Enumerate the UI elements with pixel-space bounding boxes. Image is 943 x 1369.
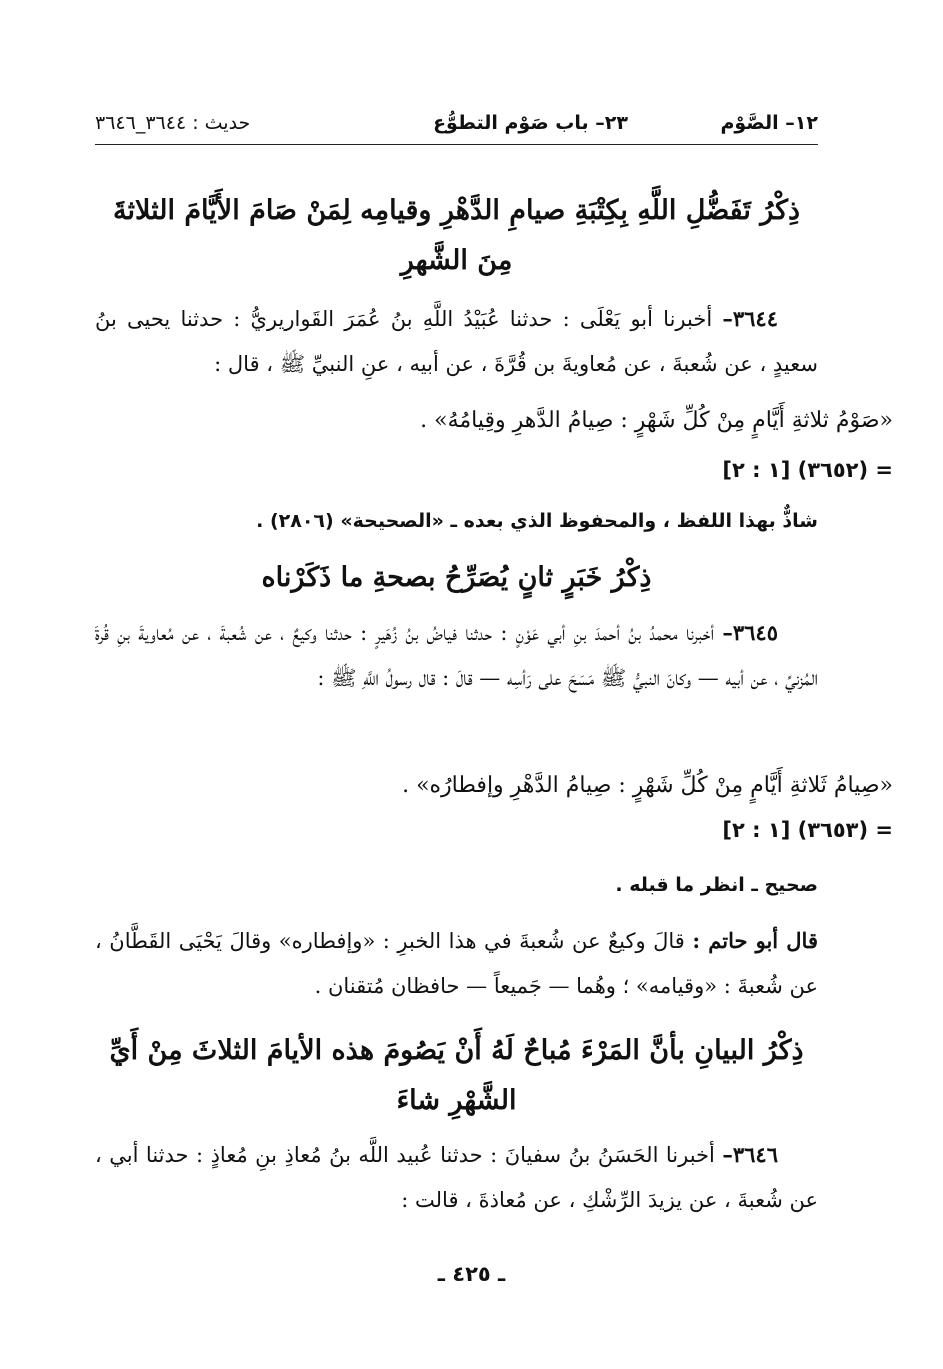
- section-heading-3: ذِكْرُ البيانِ بأنَّ المَرْءَ مُباحٌ لَهُ أَنْ يَصُومَ هذه الأيامَ الثلاثَ مِنْ أَيِّ الشَّهْرِ شاءَ: [109, 1035, 804, 1116]
- section-heading-1: ذِكْرُ تَفَضُّلِ اللَّهِ بِكِتْبَةِ صيامِ الدَّهْرِ وقيامِه لِمَنْ صَامَ الأَيَّامَ الثلاثةَ مِنَ الشَّهرِ: [112, 195, 801, 276]
- note-text: قالَ وكيعٌ عن شُعبةَ في هذا الخبرِ : «وإفطاره» وقالَ يَحْيَى القَطَّانُ ، عن شُعبةَ : «وقيامه» ؛ وهُما — جَميعاً — حافظان مُتقنان .: [95, 929, 818, 998]
- hadith-number: ٣٦٤٥–: [722, 620, 778, 645]
- hadith-3644-grade: شاذٌّ بهذا اللفظ ، والمحفوظ الذي بعده ـ «الصحيحة» (٢٨٠٦) .: [256, 510, 818, 532]
- isnad-text: أخبرنا الحَسَنُ بنُ سفيانَ : حدثنا عُبيد اللَّه بنُ مُعاذِ بنِ مُعاذٍ : حدثنا أبي ، عن شُعبةَ ، عن يزيدَ الرِّشْكِ ، عن مُعاذةَ ، قالت :: [95, 1143, 818, 1212]
- isnad-text: أخبرنا أبو يَعْلَى : حدثنا عُبَيْدُ اللَّهِ بنُ عُمَرَ القَواريريُّ : حدثنا يحيى بنُ سعيدٍ ، عن شُعبةَ ، عن مُعاويةَ بن قُرَّةَ ، عن أبيه ، عنِ النبيِّ ﷺ ، قال :: [95, 307, 818, 376]
- header-chapter: ١٢– الصَّوْم: [720, 112, 818, 134]
- hadith-3646-isnad: [95, 1132, 818, 1223]
- hadith-3645-ref: = (٣٦٥٣) [١ : ٢]: [722, 818, 893, 842]
- hadith-3644-isnad: [95, 296, 818, 387]
- page-number: ـ ٤٢٥ ـ: [437, 1262, 506, 1286]
- header-bab: ٢٣– باب صَوْم التطوُّع: [433, 112, 628, 134]
- isnad-text: أخبرنا محمدُ بنُ أحمدَ بنِ أبي عَوْنٍ : حدثنا فياضُ بنُ زُهَيرٍ : حدثنا وكيعٌ ، عن شُعبةَ ، عن مُعاويةَ بنِ قُرةَ المُزنيِّ ، عن أبيه — وكانَ النبيُّ ﷺ مَسَحَ على رَأسِه — قالَ : قال رسولُ اللَّهِ ﷺ :: [95, 621, 818, 690]
- running-header: [95, 110, 818, 145]
- hadith-3644-ref: = (٣٦٥٢) [١ : ٢]: [722, 458, 893, 482]
- hadith-3645-matn: «صِيامُ ثَلاثةِ أَيَّامٍ مِنْ كُلِّ شَهْرٍ : صِيامُ الدَّهْرِ وإفطارُه» .: [402, 773, 893, 798]
- hadith-3645-isnad: [95, 610, 818, 701]
- note-lead: قال أبو حاتم :: [692, 928, 818, 953]
- hadith-number: ٣٦٤٤–: [722, 306, 778, 331]
- section-heading-2: ذِكْرُ خَبَرٍ ثانٍ يُصَرِّحُ بصحةِ ما ذَكَرْناه: [261, 562, 652, 593]
- hadith-3644-matn: «صَوْمُ ثلاثةِ أَيَّامٍ مِنْ كُلِّ شَهْرٍ : صِيامُ الدَّهرِ وقِيامُهُ» .: [420, 408, 893, 433]
- abu-hatim-note: [95, 918, 818, 1009]
- hadith-3645-grade: صحيح ـ انظر ما قبله .: [615, 874, 818, 896]
- header-hadith-range: حديث : ٣٦٤٤_٣٦٤٦: [95, 112, 251, 134]
- hadith-number: ٣٦٤٦–: [722, 1142, 778, 1167]
